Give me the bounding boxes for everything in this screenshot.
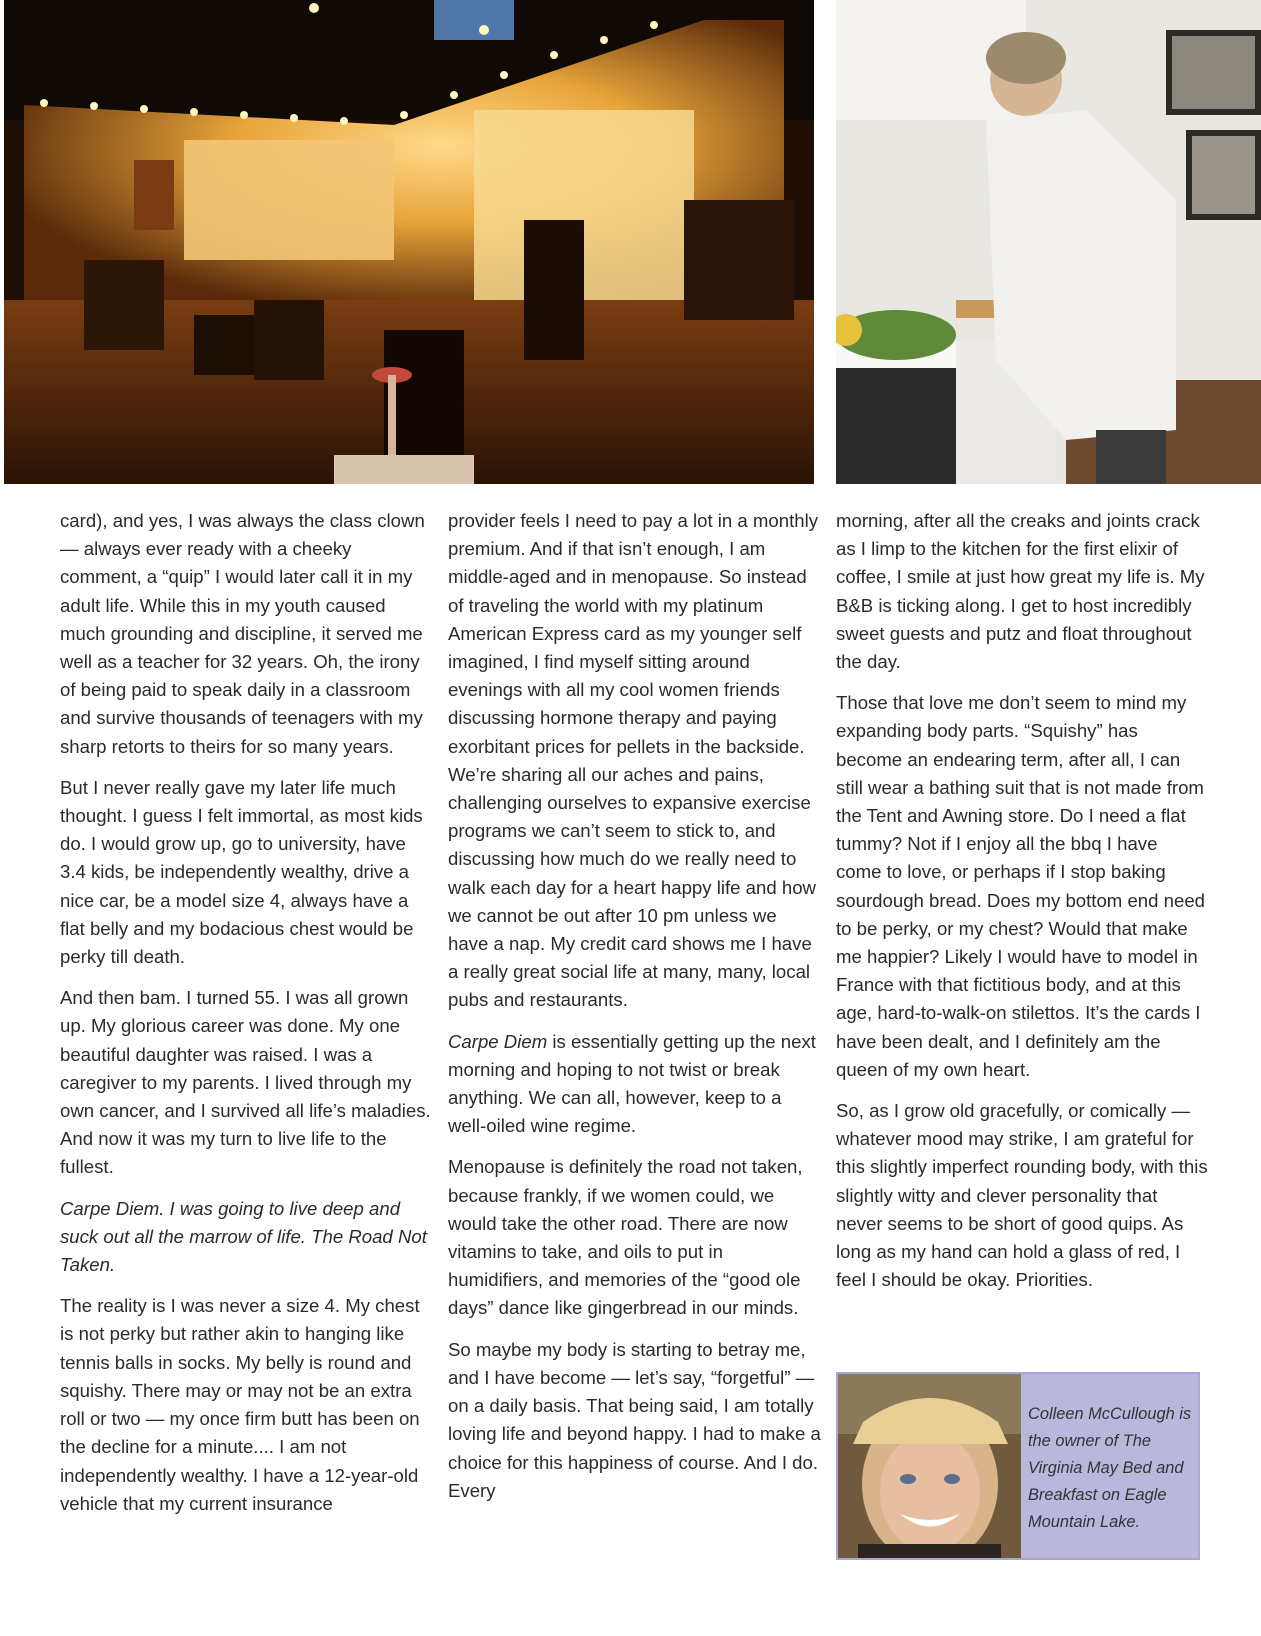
italic-quote-paragraph bbox=[60, 1195, 432, 1280]
italic-phrase: Carpe Diem bbox=[448, 1030, 548, 1052]
paragraph: So maybe my body is starting to betray me, and I have become — let’s say, “forgetful” — on a daily basis. That being said, I am totally loving life and beyond happy. I had to make a choice for this happiness of course. And I do. Every bbox=[448, 1338, 821, 1501]
paragraph: Those that love me don’t seem to mind my expanding body parts. “Squishy” has become an endearing term, after all, I can still wear a bathing suit that is not made from the Tent and Awning store. Do I need a flat tummy? Not if I enjoy all the bbq I have come to love, or perhaps if I stop baking sourdough bread. Does my bottom end need to be perky, or my chest? Would that make me happier? Likely I would have to model in France with that fictitious body, and at this age, hard-to-walk-on stilettos. It’s the cards I have been dealt, and I definitely am the queen of my own heart. bbox=[836, 692, 1206, 1080]
italic-quote: Carpe Diem. I was going to live deep and suck out all the marrow of life. The Road Not Taken. bbox=[60, 1197, 427, 1276]
author-bio-box bbox=[836, 1372, 1200, 1560]
article-column-1 bbox=[60, 507, 432, 1531]
paragraph-text: is essentially getting up the next morning and hoping to not twist or break anything. We can all, however, keep to a well-oiled wine regime. bbox=[448, 1030, 816, 1137]
paragraph bbox=[448, 1028, 822, 1141]
patio-at-night-photo bbox=[4, 0, 814, 484]
paragraph: So, as I grow old gracefully, or comically — whatever mood may strike, I am grateful for this slightly imperfect rounding body, with this slightly witty and clever personality that never seems to be short of good quips. As long as my hand can hold a glass of red, I feel I should be okay. Priorities. bbox=[836, 1100, 1208, 1291]
paragraph: But I never really gave my later life much thought. I guess I felt immortal, as most kids do. I would grow up, go to university, have 3.4 kids, be independently wealthy, drive a nice car, be a model size 4, always have a flat belly and my bodacious chest would be perky till death. bbox=[60, 776, 423, 968]
paragraph: provider feels I need to pay a lot in a monthly premium. And if that isn’t enough, I am middle-aged and in menopause. So instead of traveling the world with my platinum American Express card as my younger self imagined, I find myself sitting around evenings with all my cool women friends discussing hormone therapy and paying exorbitant prices for pellets in the backside. We’re sharing all our aches and pains, challenging ourselves to expansive exercise programs we can’t seem to stick to, and discussing how much do we really need to walk each day for a heart happy life and how we cannot be out after 10 pm unless we have a nap. My credit card shows me I have a really great social life at many, many, local pubs and restaurants. bbox=[448, 510, 819, 1011]
author-portrait-photo bbox=[838, 1374, 1021, 1558]
paragraph: And then bam. I turned 55. I was all grown up. My glorious career was done. My one beautiful daughter was raised. I was a caregiver to my parents. I lived through my own cancer, and I survived all life’s maladies. And now it was my turn to live life to the fullest. bbox=[60, 987, 431, 1178]
paragraph: Menopause is definitely the road not taken, because frankly, if we women could, we would take the other road. There are now vitamins to take, and oils to put in humidifiers, and memories of the “good ole days” dance like gingerbread in our minds. bbox=[448, 1156, 803, 1319]
paragraph: morning, after all the creaks and joints crack as I limp to the kitchen for the first elixir of coffee, I smile at just how great my life is. My B&B is ticking along. I get to host incredibly sweet guests and putz and float throughout the day. bbox=[836, 510, 1205, 673]
chef-in-kitchen-photo bbox=[836, 0, 1261, 484]
author-bio-caption: Colleen McCullough is the owner of The Virginia May Bed and Breakfast on Eagle Mountain Lake. bbox=[1028, 1405, 1192, 1531]
article-column-3 bbox=[836, 507, 1208, 1307]
article-column-2 bbox=[448, 507, 822, 1518]
paragraph: The reality is I was never a size 4. My chest is not perky but rather akin to hanging like tennis balls in socks. My belly is round and squishy. There may or may not be an extra roll or two — my once firm butt has been on the decline for a minute.... I am not independently wealthy. I have a 12-year-old vehicle that my current insurance bbox=[60, 1295, 420, 1514]
paragraph: card), and yes, I was always the class clown — always ever ready with a cheeky comment, a “quip” I would later call it in my adult life. While this in my youth caused much grounding and discipline, it served me well as a teacher for 32 years. Oh, the irony of being paid to speak daily in a classroom and survive thousands of teenagers with my sharp retorts to theirs for so many years. bbox=[60, 510, 425, 757]
